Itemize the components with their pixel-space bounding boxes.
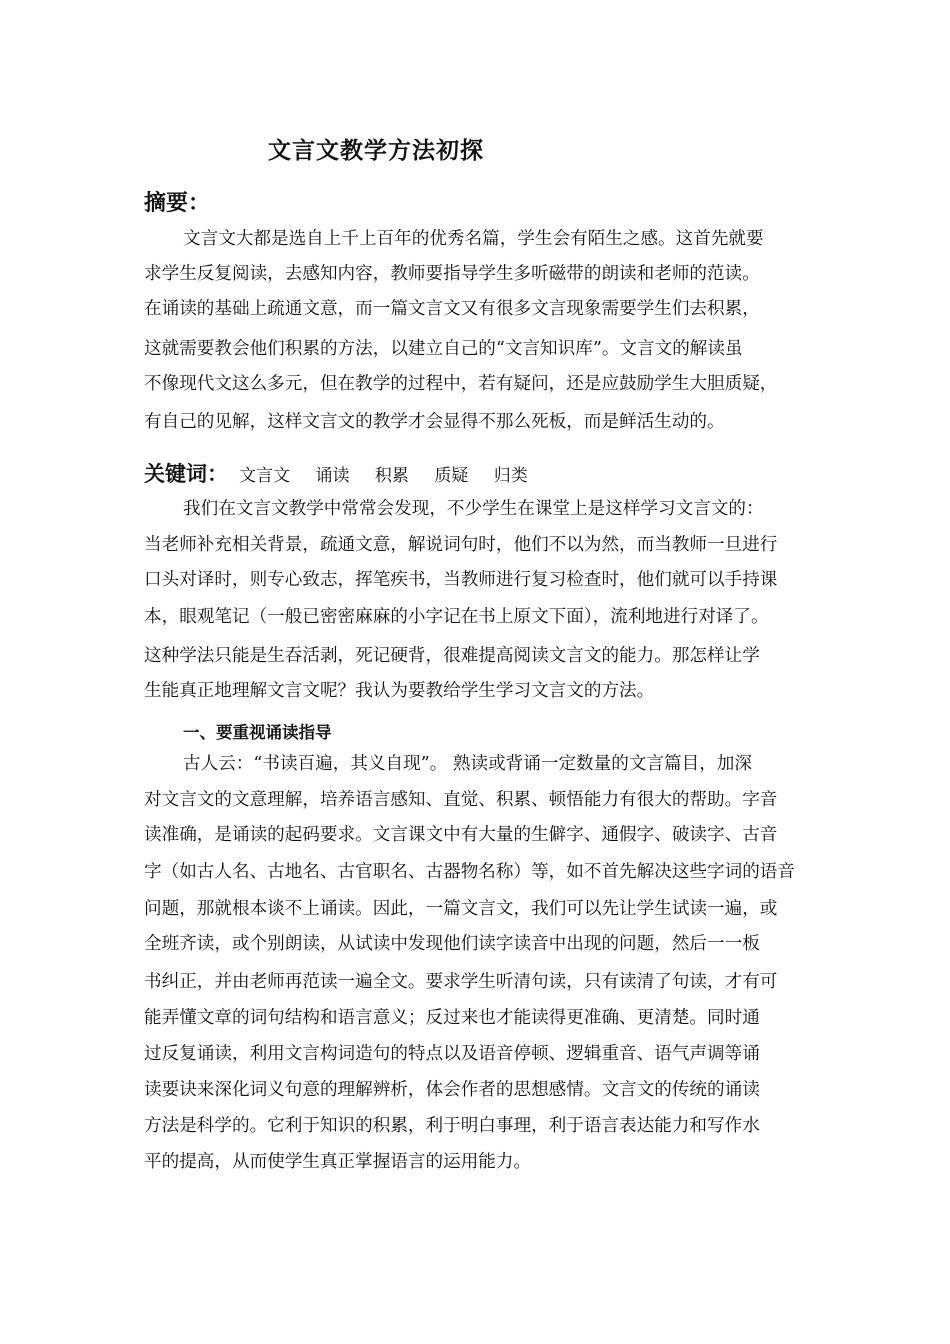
keyword: 诵读: [315, 466, 350, 486]
abstract-line: 有自己的见解，这样文言文的教学才会显得不那么死板，而是鲜活生动的。: [144, 412, 725, 432]
section-line: 全班齐读，或个别朗读，从试读中发现他们读字读音中出现的问题，然后一一板: [144, 934, 760, 954]
abstract-line: 不像现代文这么多元，但在教学的过程中，若有疑问，还是应鼓励学生大胆质疑，: [144, 374, 778, 394]
abstract-line: 文言文大都是选自上千上百年的优秀名篇，学生会有陌生之感。这首先就要: [183, 229, 764, 249]
section-heading: 一、要重视诵读指导: [183, 723, 332, 742]
keywords-heading: 关键词：: [144, 462, 228, 486]
abstract-heading: 摘要：: [144, 191, 211, 216]
keyword: 积累: [374, 466, 409, 486]
keywords-row: [144, 458, 548, 488]
section-line: 方法是科学的。它利于知识的积累，利于明白事理，利于语言表达能力和写作水: [144, 1116, 760, 1136]
intro-line: 生能真正地理解文言文呢？我认为要教给学生学习文言文的方法。: [144, 681, 655, 701]
section-line: 读准确，是诵读的起码要求。文言课文中有大量的生僻字、通假字、破读字、古音: [144, 825, 778, 845]
keyword: 归类: [493, 466, 528, 486]
section-line: 对文言文的文意理解，培养语言感知、直觉、积累、顿悟能力有很大的帮助。字音: [144, 790, 778, 810]
section-line: 平的提高，从而使学生真正掌握语言的运用能力。: [144, 1152, 532, 1172]
intro-line: 这种学法只能是生吞活剥，死记硬背，很难提高阅读文言文的能力。那怎样让学: [144, 646, 760, 666]
section-line: 书纠正，并由老师再范读一遍全文。要求学生听清句读，只有读清了句读，才有可: [144, 972, 778, 992]
intro-line: 口头对译时，则专心致志，挥笔疾书，当教师进行复习检查时，他们就可以手持课: [144, 570, 778, 590]
section-line: 读要诀来深化词义句意的理解辨析，体会作者的思想感情。文言文的传统的诵读: [144, 1080, 760, 1100]
abstract-line: 这就需要教会他们积累的方法，以建立自己的“文言知识库”。文言文的解读虽: [144, 339, 743, 359]
keywords-list: [239, 461, 548, 486]
document-title: 文言文教学方法初探: [268, 138, 484, 164]
section-line: 能弄懂文章的词句结构和语言意义；反过来也才能读得更准确、更清楚。同时通: [144, 1008, 760, 1028]
section-line: 过反复诵读，利用文言构词造句的特点以及语音停顿、逻辑重音、语气声调等诵: [144, 1044, 760, 1064]
section-line: 古人云：“书读百遍，其义自现”。 熟读或背诵一定数量的文言篇目，加深: [183, 754, 752, 774]
intro-line: 我们在文言文教学中常常会发现，不少学生在课堂上是这样学习文言文的：: [183, 499, 764, 519]
intro-line: 当老师补充相关背景，疏通文意，解说词句时，他们不以为然，而当教师一旦进行: [144, 535, 778, 555]
abstract-line: 在诵读的基础上疏通文意，而一篇文言文又有很多文言现象需要学生们去积累，: [144, 299, 760, 319]
keyword: 文言文: [239, 466, 291, 486]
intro-line: 本，眼观笔记（一般已密密麻麻的小字记在书上原文下面），流利地进行对译了。: [144, 607, 769, 627]
section-line: 字（如古人名、古地名、古官职名、古器物名称）等，如不首先解决这些字词的语音: [144, 862, 795, 882]
keyword: 质疑: [434, 466, 469, 486]
abstract-line: 求学生反复阅读，去感知内容，教师要指导学生多听磁带的朗读和老师的范读。: [144, 264, 760, 284]
section-line: 问题，那就根本谈不上诵读。因此，一篇文言文，我们可以先让学生试读一遍，或: [144, 899, 778, 919]
